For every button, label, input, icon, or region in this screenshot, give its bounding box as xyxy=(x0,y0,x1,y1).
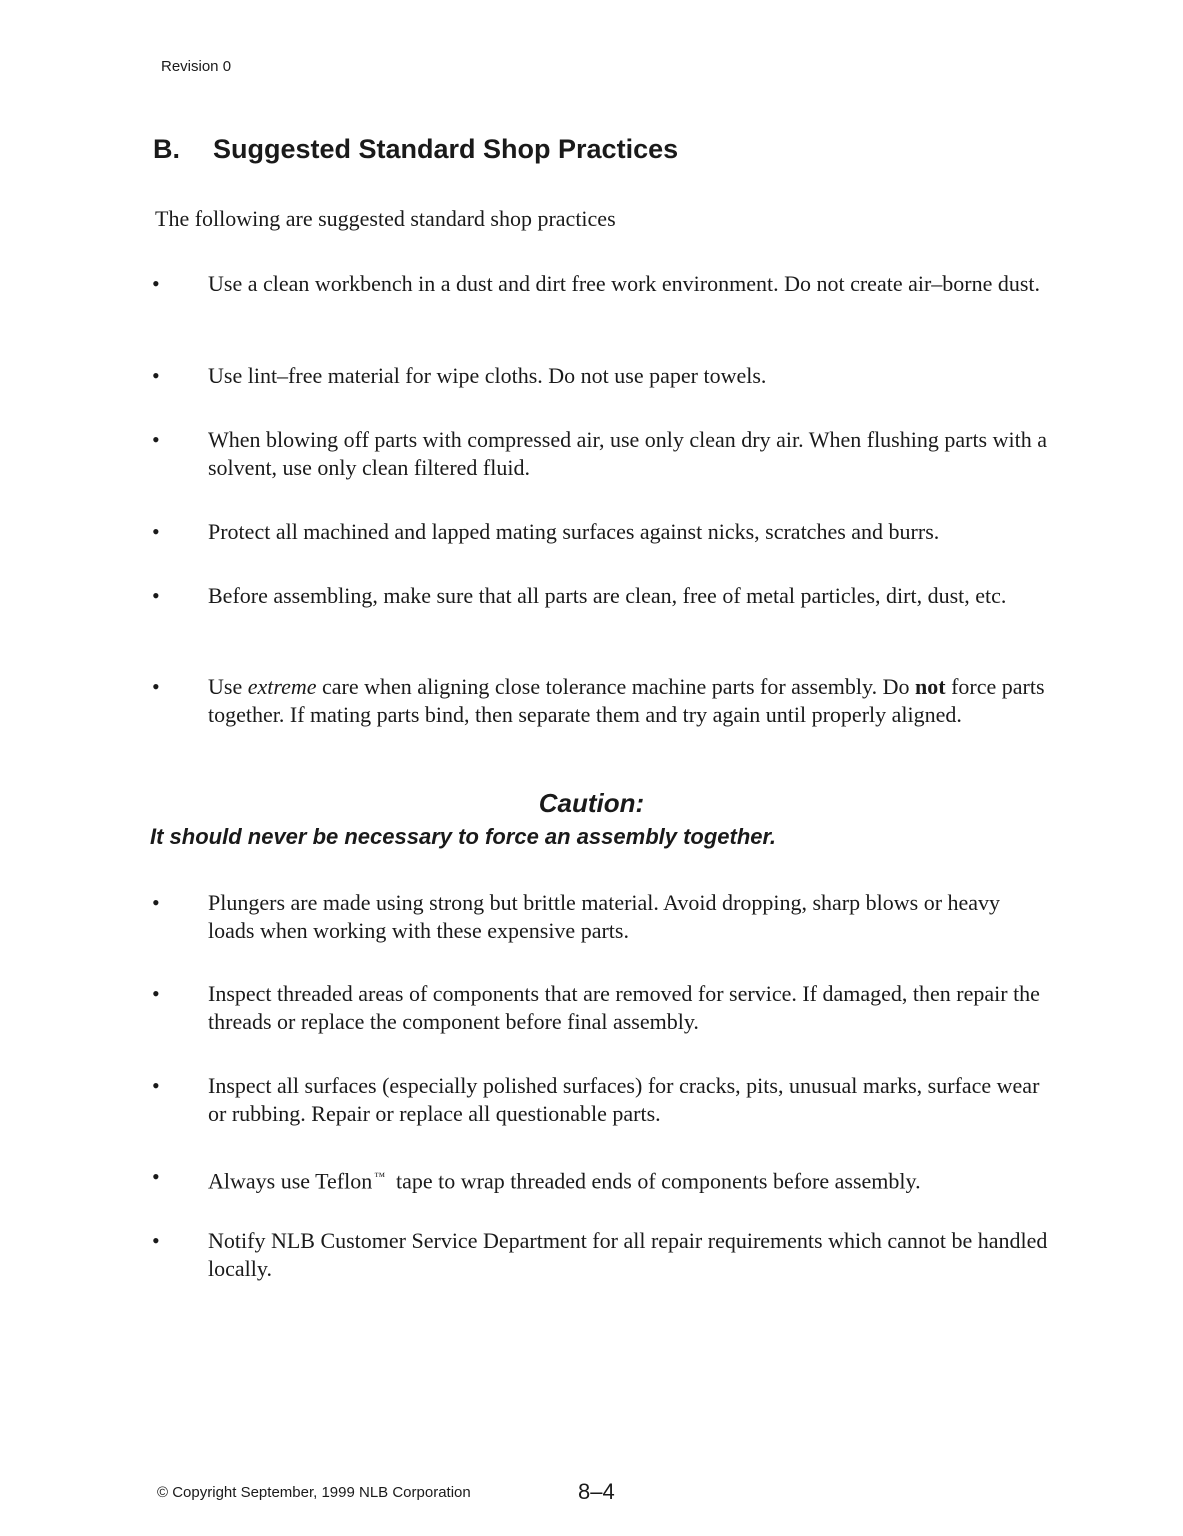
list-item-text xyxy=(208,673,1050,729)
text-segment: force parts together. If mating parts bind, then separate them and try again until properly aligned. xyxy=(208,674,1045,727)
section-title: Suggested Standard Shop Practices xyxy=(213,134,679,164)
bullet-icon: • xyxy=(152,1228,160,1253)
list-item xyxy=(150,1163,1050,1195)
list-item-text xyxy=(208,1163,1050,1195)
list-item xyxy=(150,426,1050,482)
bullet-icon: • xyxy=(152,1164,160,1189)
list-item xyxy=(150,518,1050,546)
list-item-text: Inspect threaded areas of components that are removed for service. If damaged, then repair the threads or replace the component before final assembly. xyxy=(208,981,1040,1034)
bullet-icon: • xyxy=(152,363,160,388)
list-item-text: Use lint–free material for wipe cloths. Do not use paper towels. xyxy=(208,363,767,388)
list-item xyxy=(150,270,1050,298)
caution-body: It should never be necessary to force an assembly together. xyxy=(150,824,777,849)
caution-title: Caution: xyxy=(538,788,645,818)
bullet-icon: • xyxy=(152,427,160,452)
list-item-text: When blowing off parts with compressed air, use only clean dry air. When flushing parts with a solvent, use only clean filtered fluid. xyxy=(208,427,1047,480)
bullet-icon: • xyxy=(152,1073,160,1098)
list-item xyxy=(150,1227,1050,1283)
list-item-text: Protect all machined and lapped mating surfaces against nicks, scratches and burrs. xyxy=(208,519,940,544)
list-item-text: Notify NLB Customer Service Department for all repair requirements which cannot be handled locally. xyxy=(208,1228,1048,1281)
section-letter: B. xyxy=(153,134,180,164)
text-segment: Use xyxy=(208,674,248,699)
list-item xyxy=(150,582,1050,610)
list-item-text: Before assembling, make sure that all parts are clean, free of metal particles, dirt, dust, etc. xyxy=(208,583,1007,608)
list-item xyxy=(150,889,1050,945)
section-heading xyxy=(153,134,678,165)
bullet-icon: • xyxy=(152,981,160,1006)
emphasis-not: not xyxy=(915,674,946,699)
bullet-icon: • xyxy=(152,519,160,544)
list-item-text: Use a clean workbench in a dust and dirt free work environment. Do not create air–borne dust. xyxy=(208,271,1041,296)
bullet-icon: • xyxy=(152,674,160,699)
list-item xyxy=(150,362,1050,390)
text-segment: care when aligning close tolerance machine parts for assembly. Do xyxy=(316,674,915,699)
trademark-symbol: ™ xyxy=(374,1171,386,1183)
emphasis-extreme: extreme xyxy=(247,674,317,699)
list-item xyxy=(150,673,1050,729)
text-segment: tape to wrap threaded ends of components before assembly. xyxy=(385,1168,921,1194)
intro-paragraph: The following are suggested standard shop practices xyxy=(155,206,616,231)
text-segment: Always use Teflon xyxy=(208,1168,373,1194)
bullet-icon: • xyxy=(152,583,160,608)
list-item xyxy=(150,980,1050,1036)
list-item-text: Plungers are made using strong but brittle material. Avoid dropping, sharp blows or heavy loads when working with these expensive parts. xyxy=(208,890,1001,943)
revision-label: Revision 0 xyxy=(161,58,232,75)
footer-copyright: © Copyright September, 1999 NLB Corporation xyxy=(157,1484,471,1501)
list-item-text: Inspect all surfaces (especially polished surfaces) for cracks, pits, unusual marks, surface wear or rubbing. Repair or replace all questionable parts. xyxy=(208,1073,1040,1126)
page-number: 8–4 xyxy=(578,1479,615,1504)
bullet-icon: • xyxy=(152,271,160,296)
list-item xyxy=(150,1072,1050,1128)
bullet-icon: • xyxy=(152,890,160,915)
